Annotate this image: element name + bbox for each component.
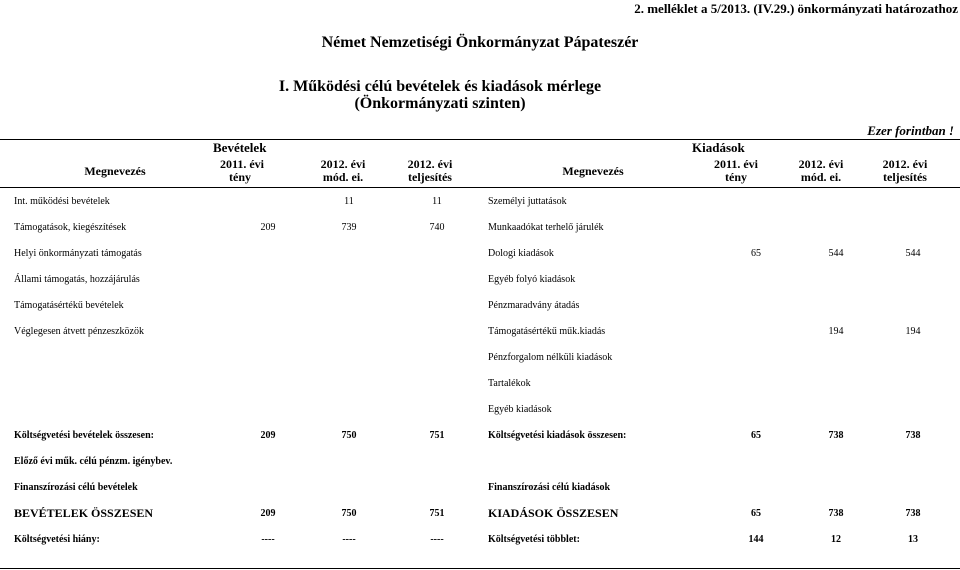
expense-2011-actual-cell xyxy=(716,448,796,474)
income-name-cell: Támogatások, kiegészítések xyxy=(14,221,127,233)
expense-name-cell: Egyéb kiadások xyxy=(488,403,552,415)
expense-2011-actual-cell xyxy=(716,266,796,292)
expense-2012-modified-cell: 194 xyxy=(828,325,844,337)
income-2012-modified-cell xyxy=(308,292,390,318)
expense-2011-actual-cell xyxy=(716,396,796,422)
expense-2012-actual-cell xyxy=(876,370,950,396)
income-name-cell: Költségvetési hiány: xyxy=(14,533,100,545)
expense-name-cell xyxy=(484,448,716,474)
income-2012-actual-cell: 751 xyxy=(429,507,445,519)
table-row xyxy=(10,422,950,448)
income-col2-header: 2012. évi mód. ei. xyxy=(320,157,366,184)
expense-2011-actual-cell: 65 xyxy=(751,429,761,441)
expense-2012-modified-cell: 12 xyxy=(831,533,841,545)
income-2012-modified-cell: ---- xyxy=(342,533,356,545)
table-row xyxy=(10,500,950,526)
expense-2011-actual-cell xyxy=(716,292,796,318)
income-2012-actual-cell xyxy=(390,292,484,318)
expense-2011-actual-cell xyxy=(716,344,796,370)
expense-2012-modified-cell xyxy=(796,474,876,500)
table-row xyxy=(10,474,950,500)
expense-2012-modified-cell xyxy=(796,266,876,292)
unit-note: Ezer forintban ! xyxy=(867,123,954,138)
table-row xyxy=(10,240,950,266)
expense-name-cell: Pénzmaradvány átadás xyxy=(488,299,580,311)
table-row xyxy=(10,526,950,552)
income-2012-actual-cell: 11 xyxy=(432,195,442,207)
expense-2012-actual-cell: 13 xyxy=(908,533,918,545)
expense-2012-modified-cell xyxy=(796,448,876,474)
expense-2012-modified-cell: 544 xyxy=(828,247,844,259)
expense-group-header: Kiadások xyxy=(692,140,745,155)
income-2011-actual-cell xyxy=(228,318,308,344)
income-2011-actual-cell xyxy=(228,240,308,266)
income-2012-modified-cell xyxy=(308,396,390,422)
expense-2012-actual-cell xyxy=(876,344,950,370)
expense-2012-modified-cell xyxy=(796,188,876,214)
page-title: I. Működési célú bevételek és kiadások mérlege xyxy=(278,78,602,95)
expense-name-header: Megnevezés xyxy=(562,164,624,178)
income-name-cell: Előző évi műk. célú pénzm. igénybev. xyxy=(14,455,173,467)
expense-2012-actual-cell xyxy=(876,448,950,474)
income-2011-actual-cell: 209 xyxy=(260,221,276,233)
income-2012-modified-cell xyxy=(308,344,390,370)
income-2012-modified-cell xyxy=(308,370,390,396)
income-name-cell: Finanszírozási célú bevételek xyxy=(14,481,138,493)
table-row xyxy=(10,266,950,292)
income-2012-actual-cell xyxy=(390,474,484,500)
table-row xyxy=(10,344,950,370)
income-name-cell: Költségvetési bevételek összesen: xyxy=(14,429,154,441)
income-name-cell: Int. működési bevételek xyxy=(14,195,110,207)
expense-2012-actual-cell: 194 xyxy=(905,325,921,337)
income-2012-modified-cell: 11 xyxy=(344,195,354,207)
income-2011-actual-cell xyxy=(228,370,308,396)
income-name-cell xyxy=(10,370,228,396)
table-row xyxy=(10,292,950,318)
income-2012-modified-cell xyxy=(308,448,390,474)
expense-name-cell: Egyéb folyó kiadások xyxy=(488,273,576,285)
table-bottom-border xyxy=(0,568,960,569)
balance-table xyxy=(10,188,950,552)
expense-2011-actual-cell: 65 xyxy=(751,247,761,259)
income-name-cell: Helyi önkormányzati támogatás xyxy=(14,247,142,259)
income-name-cell xyxy=(10,344,228,370)
expense-name-cell: Pénzforgalom nélküli kiadások xyxy=(488,351,613,363)
table-row xyxy=(10,448,950,474)
expense-name-cell: Munkaadókat terhelő járulék xyxy=(488,221,604,233)
income-2011-actual-cell: 209 xyxy=(260,429,276,441)
income-2011-actual-cell xyxy=(228,344,308,370)
expense-name-cell: Támogatásértékű műk.kiadás xyxy=(488,325,606,337)
expense-2012-actual-cell xyxy=(876,292,950,318)
income-2012-modified-cell xyxy=(308,318,390,344)
income-2012-actual-cell: 740 xyxy=(429,221,445,233)
income-2012-actual-cell xyxy=(390,240,484,266)
annex-reference: 2. melléklet a 5/2013. (IV.29.) önkormányzati határozathoz xyxy=(634,1,958,16)
income-2011-actual-cell xyxy=(228,292,308,318)
income-2011-actual-cell xyxy=(228,266,308,292)
income-2011-actual-cell xyxy=(228,448,308,474)
expense-col3-header: 2012. évi teljesítés xyxy=(882,157,928,184)
page-subtitle: (Önkormányzati szinten) xyxy=(354,95,526,112)
income-2011-actual-cell xyxy=(228,474,308,500)
income-name-header: Megnevezés xyxy=(84,164,146,178)
table-row xyxy=(10,318,950,344)
expense-name-cell: Tartalékok xyxy=(488,377,531,389)
expense-col2-header: 2012. évi mód. ei. xyxy=(798,157,844,184)
income-2012-actual-cell xyxy=(390,370,484,396)
income-2012-actual-cell xyxy=(390,448,484,474)
expense-2012-actual-cell: 738 xyxy=(905,429,921,441)
income-2012-modified-cell xyxy=(308,240,390,266)
header-top-border xyxy=(0,139,960,140)
income-2011-actual-cell xyxy=(228,396,308,422)
organization-name: Német Nemzetiségi Önkormányzat Pápateszér xyxy=(321,34,639,51)
income-2012-actual-cell: ---- xyxy=(430,533,444,545)
income-group-header: Bevételek xyxy=(213,140,267,155)
expense-2011-actual-cell: 144 xyxy=(748,533,764,545)
income-2012-modified-cell: 739 xyxy=(341,221,357,233)
income-2012-modified-cell xyxy=(308,474,390,500)
expense-name-cell: Személyi juttatások xyxy=(488,195,567,207)
expense-2011-actual-cell xyxy=(716,318,796,344)
expense-2012-actual-cell xyxy=(876,396,950,422)
income-2011-actual-cell: ---- xyxy=(261,533,275,545)
income-name-cell: Véglegesen átvett pénzeszközök xyxy=(14,325,144,337)
income-col3-header: 2012. évi teljesítés xyxy=(407,157,453,184)
expense-2012-actual-cell xyxy=(876,266,950,292)
income-2012-modified-cell xyxy=(308,266,390,292)
expense-2012-actual-cell xyxy=(876,188,950,214)
income-2012-modified-cell: 750 xyxy=(341,429,357,441)
expense-2012-actual-cell xyxy=(876,214,950,240)
table-row xyxy=(10,396,950,422)
expense-name-cell: KIADÁSOK ÖSSZESEN xyxy=(488,505,619,520)
expense-name-cell: Költségvetési kiadások összesen: xyxy=(488,429,627,441)
expense-2012-modified-cell xyxy=(796,214,876,240)
expense-name-cell: Dologi kiadások xyxy=(488,247,554,259)
table-row xyxy=(10,214,950,240)
income-2011-actual-cell xyxy=(228,188,308,214)
income-name-cell: Támogatásértékű bevételek xyxy=(14,299,124,311)
expense-2012-modified-cell xyxy=(796,292,876,318)
income-name-cell: Állami támogatás, hozzájárulás xyxy=(14,273,140,285)
income-2011-actual-cell: 209 xyxy=(260,507,276,519)
income-2012-actual-cell xyxy=(390,344,484,370)
expense-2012-actual-cell: 738 xyxy=(905,507,921,519)
expense-2012-modified-cell: 738 xyxy=(828,429,844,441)
expense-2012-modified-cell xyxy=(796,370,876,396)
income-2012-actual-cell: 751 xyxy=(429,429,445,441)
expense-2011-actual-cell xyxy=(716,188,796,214)
income-name-cell xyxy=(10,396,228,422)
expense-2011-actual-cell xyxy=(716,370,796,396)
expense-name-cell: Finanszírozási célú kiadások xyxy=(488,481,611,493)
expense-2012-modified-cell: 738 xyxy=(828,507,844,519)
income-col1-header: 2011. évi tény xyxy=(220,157,264,184)
expense-2011-actual-cell xyxy=(716,214,796,240)
income-2012-actual-cell xyxy=(390,396,484,422)
expense-2012-actual-cell: 544 xyxy=(905,247,921,259)
expense-2011-actual-cell xyxy=(716,474,796,500)
table-row xyxy=(10,370,950,396)
expense-2012-modified-cell xyxy=(796,396,876,422)
income-2012-actual-cell xyxy=(390,266,484,292)
expense-2012-actual-cell xyxy=(876,474,950,500)
expense-2011-actual-cell: 65 xyxy=(751,507,761,519)
table-row xyxy=(10,188,950,214)
income-2012-actual-cell xyxy=(390,318,484,344)
income-2012-modified-cell: 750 xyxy=(341,507,357,519)
income-name-cell: BEVÉTELEK ÖSSZESEN xyxy=(14,505,154,520)
expense-name-cell: Költségvetési többlet: xyxy=(488,533,580,545)
expense-col1-header: 2011. évi tény xyxy=(714,157,758,184)
expense-2012-modified-cell xyxy=(796,344,876,370)
